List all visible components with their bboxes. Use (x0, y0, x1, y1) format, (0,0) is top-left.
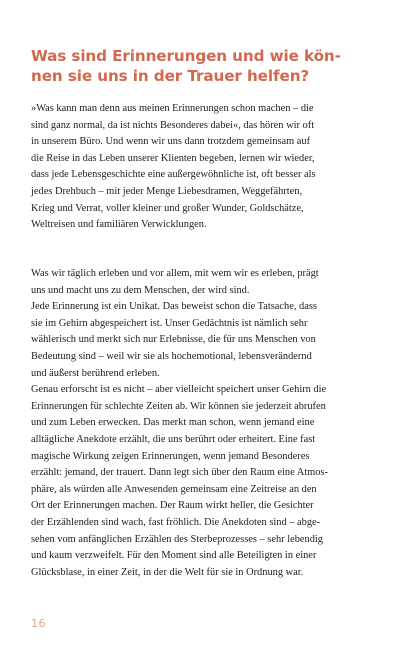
paragraph-main (31, 266, 393, 581)
text-line: Krieg und Verrat, voller kleiner und großer Wunder, Goldschätze, (31, 202, 304, 214)
text-line: Erinnerungen für schlechte Zeiten ab. Wir können sie jederzeit abrufen (31, 400, 326, 412)
heading-line: Was sind Erinnerungen und wie kön- (31, 47, 341, 65)
text-line: uns und macht uns zu dem Menschen, der wird sind. (31, 284, 250, 296)
text-line: Weltreisen und familiären Verwicklungen. (31, 219, 207, 231)
text-line: erzählt: jemand, der trauert. Dann legt sich über den Raum eine Atmos- (31, 467, 328, 479)
text-line: die Reise in das Leben unserer Klienten begeben, lernen wir wieder, (31, 152, 315, 164)
text-line: und zum Leben erwecken. Das merkt man schon, wenn jemand eine (31, 417, 315, 429)
text-line: magische Wirkung zeigen Erinnerungen, wenn jemand Besonderes (31, 450, 310, 462)
text-line: der Erzählenden sind wach, fast fröhlich. Die Anekdoten sind – abge- (31, 516, 321, 528)
text-line: »Was kann man denn aus meinen Erinnerungen schon machen – die (31, 103, 314, 114)
text-line: Jede Erinnerung ist ein Unikat. Das beweist schon die Tatsache, dass (31, 301, 317, 313)
text-line: Was wir täglich erleben und vor allem, mit wem wir es erleben, prägt (31, 268, 319, 279)
paragraph-intro (31, 101, 393, 234)
text-line: sehen vom anfänglichen Erzählen des Sterbeprozesses – sehr lebendig (31, 533, 323, 545)
page-number: 16 (31, 617, 46, 630)
text-line: sie im Gehirn abgespeichert ist. Unser Gedächtnis ist nämlich sehr (31, 317, 308, 329)
text-line: in unserem Büro. Und wenn wir uns dann trotzdem gemeinsam auf (31, 136, 311, 148)
text-line: sind ganz normal, da ist nichts Besonderes dabei«, das hören wir oft (31, 119, 315, 131)
text-line: und äußerst berührend erleben. (31, 367, 160, 379)
text-line: dass jede Lebensgeschichte eine außergewöhnliche ist, oft besser als (31, 169, 316, 181)
text-line: Genau erforscht ist es nicht – aber vielleicht speichert unser Gehirn die (31, 384, 327, 396)
chapter-heading (31, 46, 391, 86)
text-line: und kaum verzweifelt. Für den Moment sind alle Beteiligten in einer (31, 550, 317, 562)
text-line: wählerisch und merkt sich nur Erlebnisse, die für uns Menschen von (31, 334, 316, 346)
text-line: Bedeutung sind – weil wir sie als hochemotional, lebensverändernd (31, 350, 312, 362)
text-line: Ort der Erinnerungen machen. Der Raum wirkt heller, die Gesichter (31, 500, 314, 512)
text-line: alltägliche Anekdote erzählt, die uns berührt oder erheitert. Eine fast (31, 433, 316, 445)
text-line: Glücksblase, in einer Zeit, in der die Welt für sie in Ordnung war. (31, 566, 304, 578)
text-line: jedes Drehbuch – mit jeder Menge Liebesdramen, Weggefährten, (31, 185, 303, 197)
heading-line: nen sie uns in der Trauer helfen? (31, 67, 310, 85)
text-line: phäre, als würden alle Anwesenden gemeinsam eine Zeitreise an den (31, 483, 317, 495)
